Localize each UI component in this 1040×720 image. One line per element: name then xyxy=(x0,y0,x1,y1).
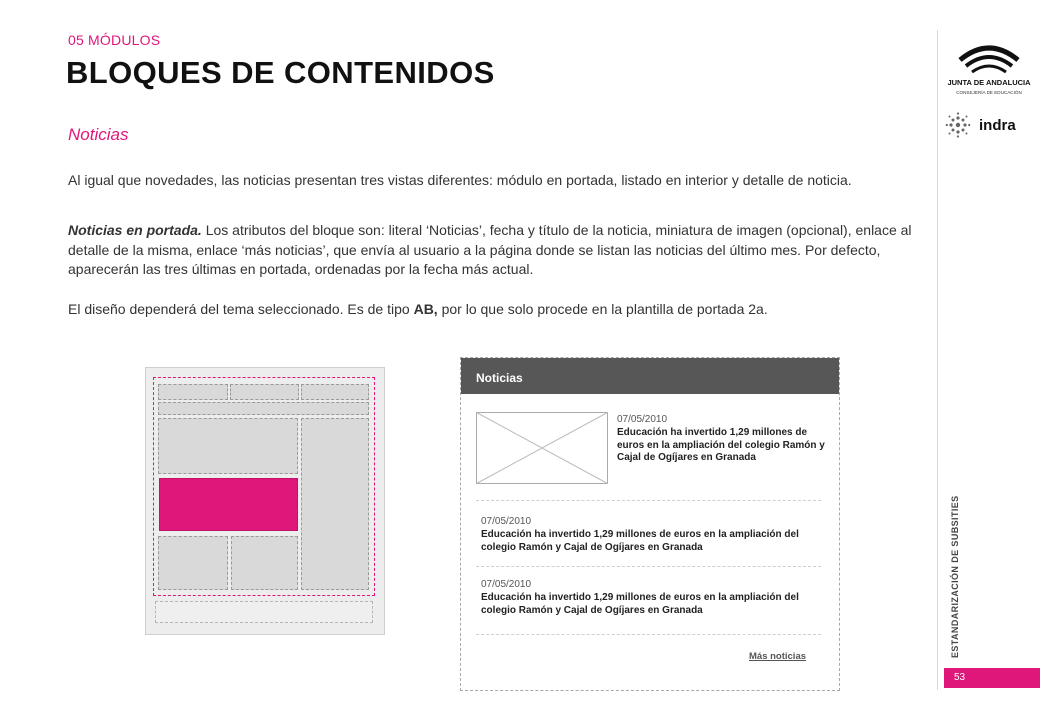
page-number-bar xyxy=(984,668,1040,688)
wireframe-cell xyxy=(301,418,369,590)
news-title-link[interactable]: Educación ha invertido 1,29 millones de euros en la ampliación del colegio Ramón y Cajal de Ogíjares en Granada xyxy=(481,529,799,553)
news-date: 07/05/2010 xyxy=(617,414,668,425)
design-text-start: El diseño dependerá del tema seleccionado. Es de tipo xyxy=(68,301,414,317)
wireframe-cell xyxy=(158,418,298,474)
wireframe-cell xyxy=(158,384,228,400)
design-text-end: por lo que solo procede en la plantilla de portada 2a. xyxy=(437,301,768,317)
logo-subtext: CONSEJERÍA DE EDUCACIÓN xyxy=(956,90,1022,95)
page-number: 53 xyxy=(944,668,984,688)
sidebar-divider xyxy=(937,30,938,690)
image-placeholder-icon xyxy=(476,412,608,484)
wireframe-cell xyxy=(231,536,298,590)
wireframe-cell xyxy=(158,402,369,415)
portada-paragraph xyxy=(68,221,918,280)
news-title-link[interactable]: Educación ha invertido 1,29 millones de euros en la ampliación del colegio Ramón y Cajal de Ogíjares en Granada xyxy=(617,427,825,464)
wireframe-news-block xyxy=(159,478,298,531)
design-paragraph xyxy=(68,300,918,320)
junta-andalucia-logo xyxy=(947,38,1031,100)
portada-lead: Noticias en portada. xyxy=(68,222,202,238)
wireframe-cell xyxy=(158,536,228,590)
wireframe-footer xyxy=(155,601,373,623)
section-label: 05 MÓDULOS xyxy=(68,32,161,48)
news-separator xyxy=(476,566,821,567)
news-separator xyxy=(476,634,821,635)
portada-body: Los atributos del bloque son: literal ‘Noticias’, fecha y título de la noticia, miniatura de imagen (opcional), enlace al detalle de la misma, enlace ‘más noticias’, que envía al usuario a la página donde se listan las noticias del último mes. Por defecto, aparecerán las tres últimas en portada, ordenadas por la fecha más actual. xyxy=(68,222,912,277)
design-type-bold: AB, xyxy=(413,301,438,317)
news-title-link[interactable]: Educación ha invertido 1,29 millones de euros en la ampliación del colegio Ramón y Cajal de Ogíjares en Granada xyxy=(481,592,799,616)
logo-text: JUNTA DE ANDALUCIA xyxy=(947,78,1031,87)
news-widget-header: Noticias xyxy=(461,358,839,394)
news-separator xyxy=(476,500,821,501)
page-title: BLOQUES DE CONTENIDOS xyxy=(66,55,495,90)
wireframe-cell xyxy=(230,384,299,400)
more-news-link[interactable]: Más noticias xyxy=(749,651,807,662)
news-date: 07/05/2010 xyxy=(481,516,532,527)
vertical-section-label: ESTANDARIZACIÓN DE SUBSITIES xyxy=(950,495,960,658)
indra-logo xyxy=(945,111,1025,139)
subsection-title: Noticias xyxy=(68,125,129,144)
news-widget xyxy=(460,357,840,691)
indra-wordmark: indra xyxy=(979,117,1016,134)
intro-paragraph: Al igual que novedades, las noticias presentan tres vistas diferentes: módulo en portada, listado en interior y detalle de noticia. xyxy=(68,172,852,188)
wireframe-cell xyxy=(301,384,369,400)
news-date: 07/05/2010 xyxy=(481,579,532,590)
